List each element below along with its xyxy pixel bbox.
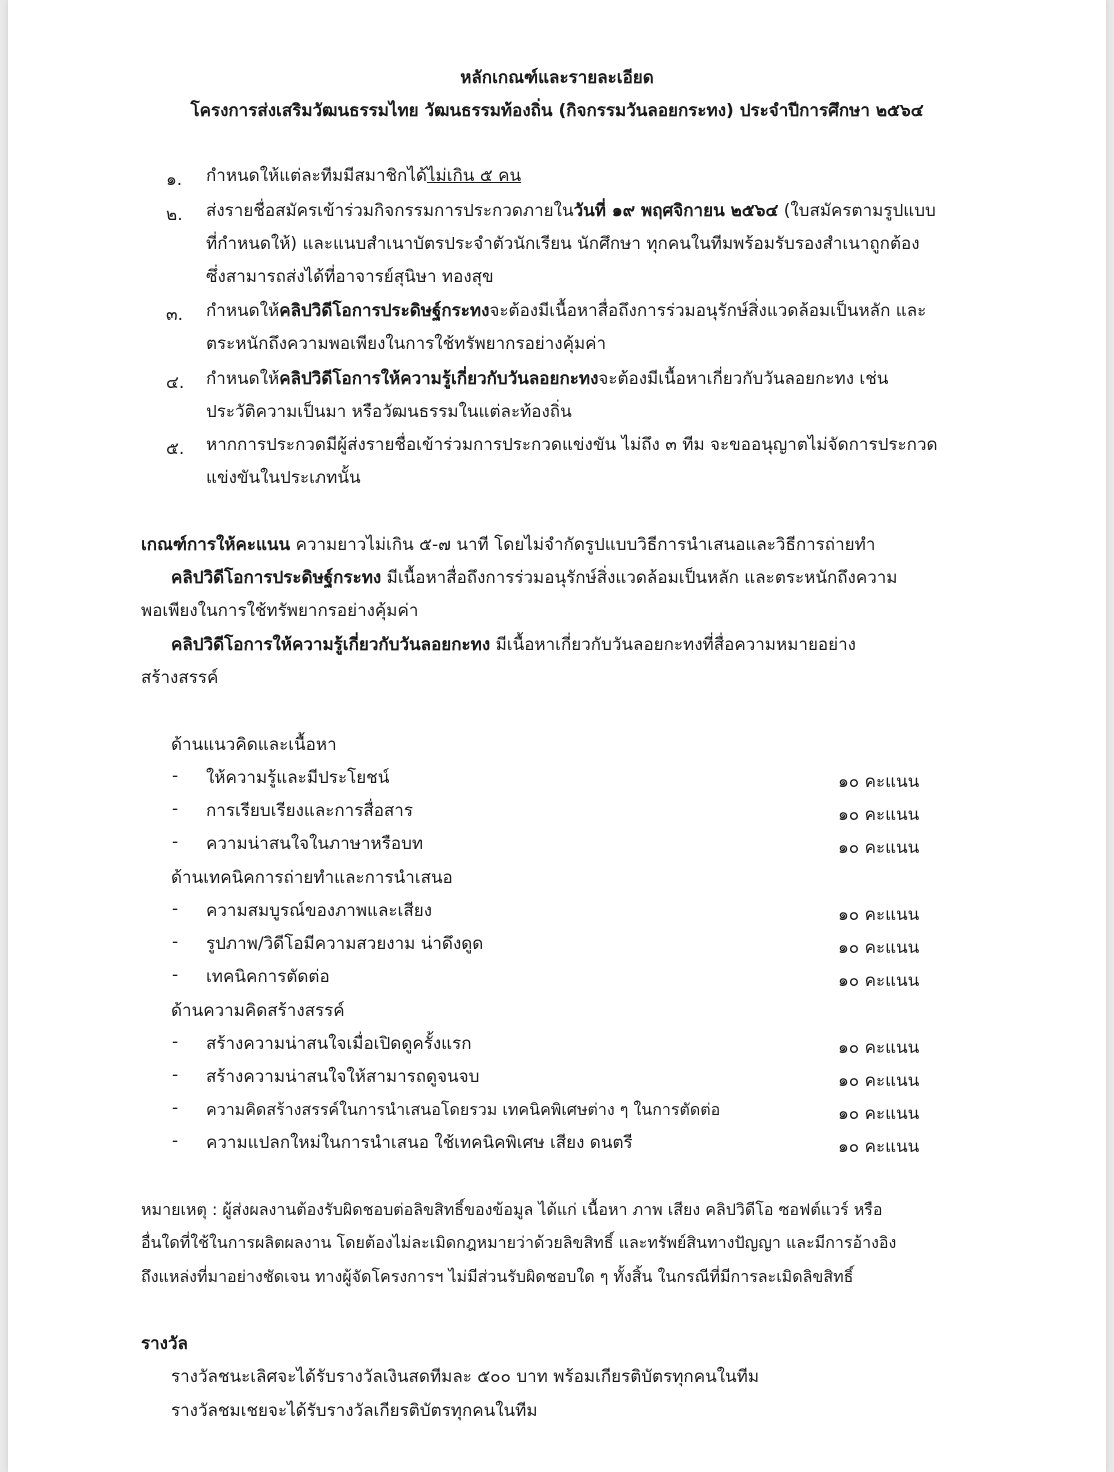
rule-4-line-2: ประวัติความเป็นมา หรือวัฒนธรรมในแต่ละท้องถิ่น — [206, 402, 572, 422]
rule-number: ๕. — [166, 439, 185, 459]
prize-honorable: รางวัลชมเชยจะได้รับรางวัลเกียรติบัตรทุกคนในทีม — [171, 1401, 538, 1421]
criteria-score: ๑๐ คะแนน — [838, 1071, 920, 1091]
document-subtitle: โครงการส่งเสริมวัฒนธรรมไทย วัฒนธรรมท้องถิ่น (กิจกรรมวันลอยกระทง) ประจำปีการศึกษา ๒๕๖๔ — [190, 101, 924, 121]
criteria-item: การเรียบเรียงและการสื่อสาร — [206, 801, 413, 821]
criteria-item: ความคิดสร้างสรรค์ในการนำเสนอโดยรวม เทคนิคพิเศษต่าง ๆ ในการตัดต่อ — [206, 1100, 721, 1119]
prize-winner: รางวัลชนะเลิศจะได้รับรางวัลเงินสดทีมละ ๕๐๐ บาท พร้อมเกียรติบัตรทุกคนในทีม — [171, 1367, 760, 1387]
criteria-item: ให้ความรู้และมีประโยชน์ — [206, 768, 390, 788]
scoring-craft-line-2: พอเพียงในการใช้ทรัพยากรอย่างคุ้มค่า — [141, 601, 419, 621]
prizes-heading: รางวัล — [141, 1334, 188, 1354]
criteria-score: ๑๐ คะแนน — [838, 805, 920, 825]
rule-number: ๓. — [166, 305, 184, 325]
criteria-item: ความน่าสนใจในภาษาหรือบท — [206, 834, 424, 854]
criteria-category: ด้านเทคนิคการถ่ายทำและการนำเสนอ — [171, 868, 453, 888]
member-limit: ไม่เกิน ๕ คน — [426, 166, 522, 186]
bullet-dash: - — [172, 1065, 179, 1085]
rule-4-line-1: กำหนดให้คลิปวิดีโอการให้ความรู้เกี่ยวกับวันลอยกะทงจะต้องมีเนื้อหาเกี่ยวกับวันลอยกะทง เช่น — [206, 369, 889, 389]
document-page — [8, 0, 1106, 1472]
criteria-score: ๑๐ คะแนน — [838, 938, 920, 958]
note-line-1: หมายเหตุ : ผู้ส่งผลงานต้องรับผิดชอบต่อลิขสิทธิ์ของข้อมูล ได้แก่ เนื้อหา ภาพ เสียง คลิปวิดีโอ ซอฟต์แวร์ หรือ — [141, 1200, 883, 1219]
criteria-score: ๑๐ คะแนน — [838, 1137, 920, 1157]
criteria-item: ความสมบูรณ์ของภาพและเสียง — [206, 901, 432, 921]
criteria-category: ด้านแนวคิดและเนื้อหา — [171, 735, 337, 755]
criteria-category: ด้านความคิดสร้างสรรค์ — [171, 1001, 345, 1021]
rule-2-line-1: ส่งรายชื่อสมัครเข้าร่วมกิจกรรมการประกวดภายในวันที่ ๑๙ พฤศจิกายน ๒๕๖๔ (ใบสมัครตามรูปแบบ — [206, 201, 936, 221]
bullet-dash: - — [172, 1131, 179, 1151]
rule-2-line-3: ซึ่งสามารถส่งได้ที่อาจารย์สุนิษา ทองสุข — [206, 267, 494, 287]
criteria-score: ๑๐ คะแนน — [838, 838, 920, 858]
note-line-3: ถึงแหล่งที่มาอย่างชัดเจน ทางผู้จัดโครงการฯ ไม่มีส่วนรับผิดชอบใด ๆ ทั้งสิ้น ในกรณีที่มีการละเมิดลิขสิทธิ์ — [141, 1267, 854, 1286]
rule-5-line-1: หากการประกวดมีผู้ส่งรายชื่อเข้าร่วมการประกวดแข่งขัน ไม่ถึง ๓ ทีม จะขออนุญาตไม่จัดการประกวด — [206, 435, 938, 455]
rule-number: ๔. — [166, 373, 185, 393]
document-title: หลักเกณฑ์และรายละเอียด — [460, 68, 654, 88]
criteria-item: เทคนิคการตัดต่อ — [206, 967, 330, 987]
rule-2-line-2: ที่กำหนดให้) และแนบสำเนาบัตรประจำตัวนักเรียน นักศึกษา ทุกคนในทีมพร้อมรับรองสำเนาถูกต้อง — [206, 234, 920, 254]
rule-number: ๒. — [166, 205, 183, 225]
criteria-item: รูปภาพ/วิดีโอมีความสวยงาม น่าดึงดูด — [206, 934, 484, 954]
criteria-item: สร้างความน่าสนใจเมื่อเปิดดูครั้งแรก — [206, 1034, 472, 1054]
scoring-knowledge-line-2: สร้างสรรค์ — [141, 668, 219, 688]
rule-3-line-1: กำหนดให้คลิปวิดีโอการประดิษฐ์กระทงจะต้องมีเนื้อหาสื่อถึงการร่วมอนุรักษ์สิ่งแวดล้อมเป็นหลัก และ — [206, 301, 927, 321]
bullet-dash: - — [172, 832, 179, 852]
criteria-score: ๑๐ คะแนน — [838, 1038, 920, 1058]
scoring-heading: เกณฑ์การให้คะแนน — [141, 535, 291, 555]
criteria-score: ๑๐ คะแนน — [838, 971, 920, 991]
bullet-dash: - — [172, 766, 179, 786]
criteria-score: ๑๐ คะแนน — [838, 905, 920, 925]
bullet-dash: - — [172, 1032, 179, 1052]
bullet-dash: - — [172, 965, 179, 985]
bullet-dash: - — [172, 932, 179, 952]
criteria-score: ๑๐ คะแนน — [838, 1104, 920, 1124]
rule-number: ๑. — [166, 170, 183, 190]
scoring-knowledge-line-1: คลิปวิดีโอการให้ความรู้เกี่ยวกับวันลอยกะทง มีเนื้อหาเกี่ยวกับวันลอยกะทงที่สื่อความหมายอย่าง — [171, 635, 856, 655]
criteria-item: สร้างความน่าสนใจให้สามารถดูจนจบ — [206, 1067, 480, 1087]
criteria-item: ความแปลกใหม่ในการนำเสนอ ใช้เทคนิคพิเศษ เสียง ดนตรี — [206, 1133, 633, 1153]
bullet-dash: - — [172, 799, 179, 819]
rule-1-text: กำหนดให้แต่ละทีมมีสมาชิกได้ไม่เกิน ๕ คน — [206, 166, 522, 186]
note-line-2: อื่นใดที่ใช้ในการผลิตผลงาน โดยต้องไม่ละเมิดกฎหมายว่าด้วยลิขสิทธิ์ และทรัพย์สินทางปัญญา และมีการอ้างอิง — [141, 1233, 897, 1252]
rule-3-line-2: ตระหนักถึงความพอเพียงในการใช้ทรัพยากรอย่างคุ้มค่า — [206, 334, 607, 354]
criteria-score: ๑๐ คะแนน — [838, 772, 920, 792]
rule-5-line-2: แข่งขันในประเภทนั้น — [206, 468, 361, 488]
bullet-dash: - — [172, 1098, 179, 1118]
bullet-dash: - — [172, 899, 179, 919]
deadline-date: วันที่ ๑๙ พฤศจิกายน ๒๕๖๔ — [573, 201, 779, 221]
scoring-intro: เกณฑ์การให้คะแนน ความยาวไม่เกิน ๕-๗ นาที โดยไม่จำกัดรูปแบบวิธีการนำเสนอและวิธีการถ่ายทำ — [141, 535, 876, 555]
scoring-craft-line-1: คลิปวิดีโอการประดิษฐ์กระทง มีเนื้อหาสื่อถึงการร่วมอนุรักษ์สิ่งแวดล้อมเป็นหลัก และตระหนักถึงความ — [171, 568, 898, 588]
